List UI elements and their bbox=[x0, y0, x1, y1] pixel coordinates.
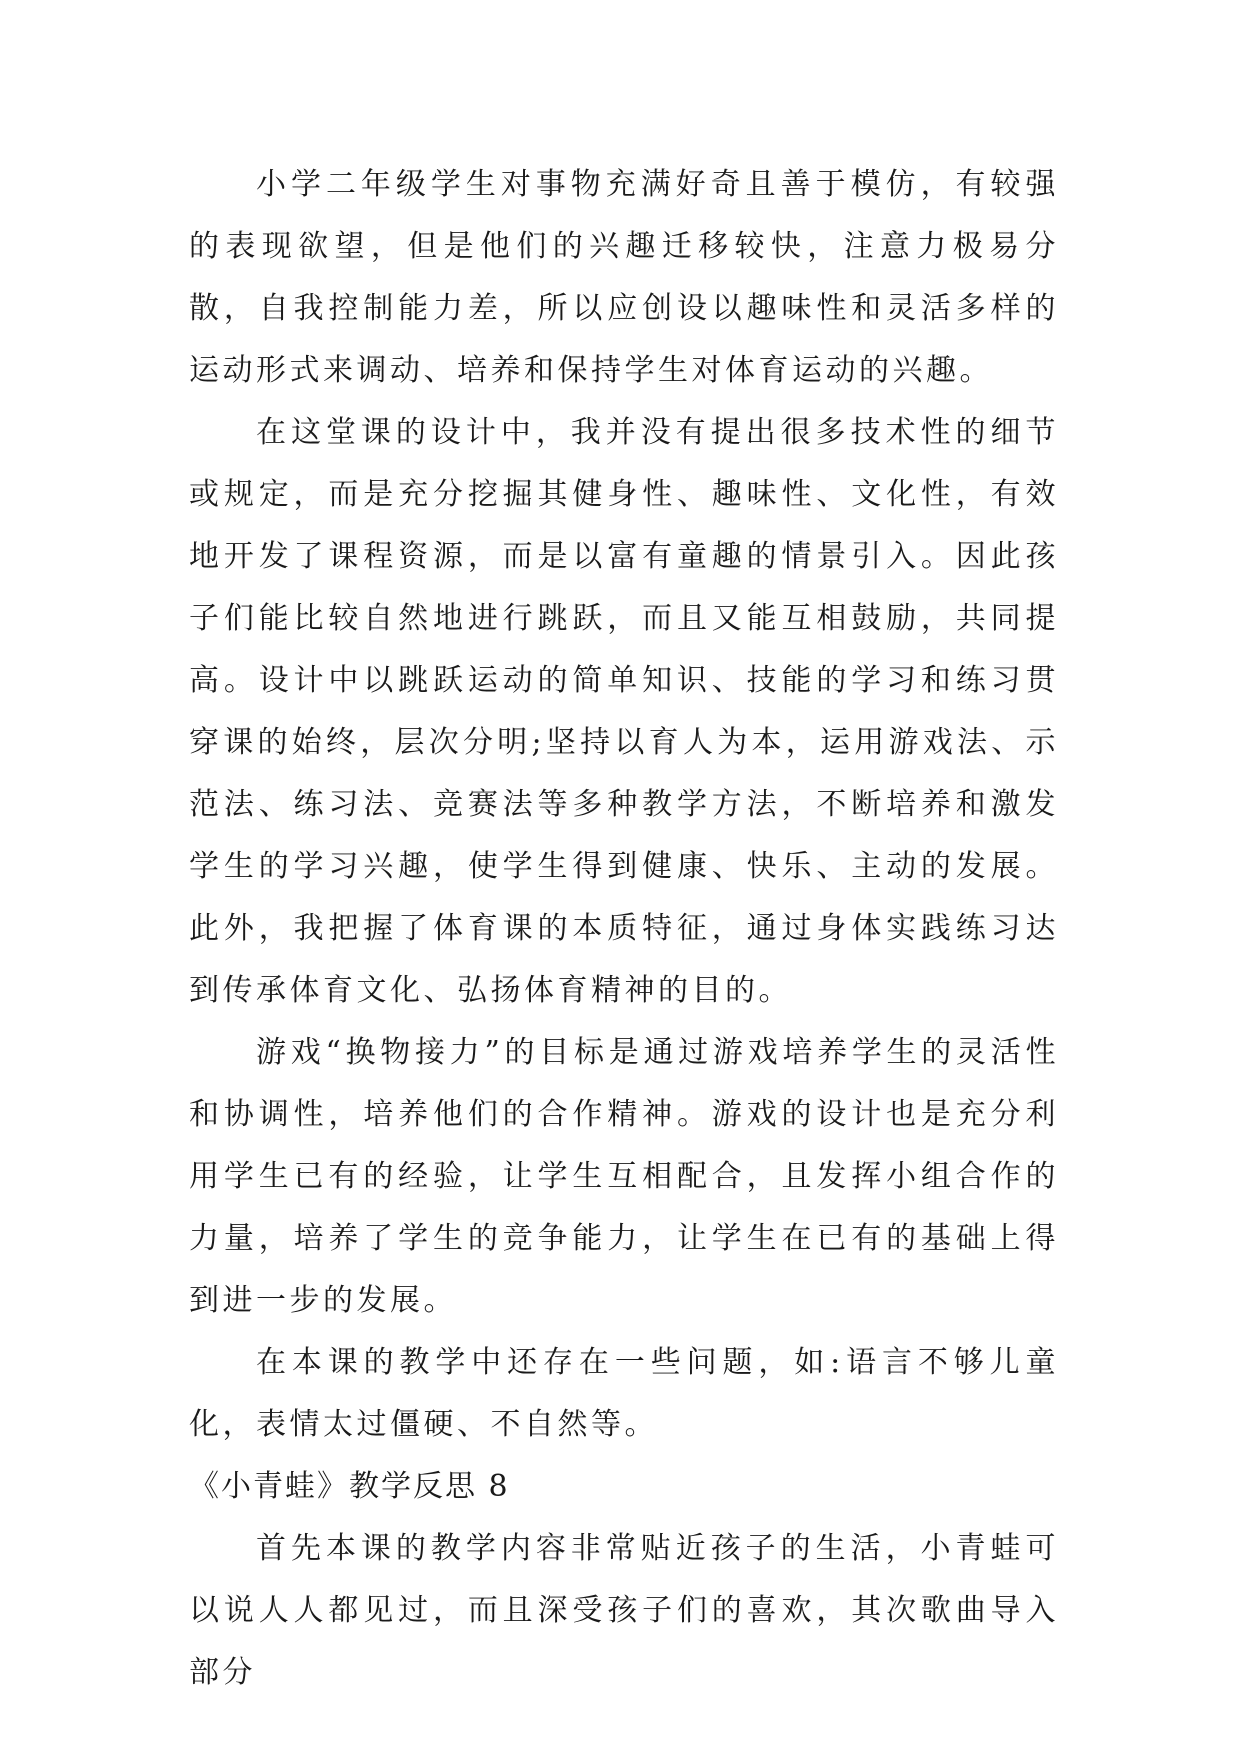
paragraph-1: 小学二年级学生对事物充满好奇且善于模仿，有较强的表现欲望，但是他们的兴趣迁移较快，注意力极易分散，自我控制能力差，所以应创设以趣味性和灵活多样的运动形式来调动、培养和保持学生对体育运动的兴趣。 bbox=[189, 167, 1059, 388]
section-paragraph-1: 首先本课的教学内容非常贴近孩子的生活，小青蛙可以说人人都见过，而且深受孩子们的喜欢，其次歌曲导入部分 bbox=[189, 1531, 1059, 1690]
paragraph-2: 在这堂课的设计中，我并没有提出很多技术性的细节或规定，而是充分挖掘其健身性、趣味性、文化性，有效地开发了课程资源，而是以富有童趣的情景引入。因此孩子们能比较自然地进行跳跃，而且又能互相鼓励，共同提高。设计中以跳跃运动的简单知识、技能的学习和练习贯穿课的始终，层次分明;坚持以育人为本，运用游戏法、示范法、练习法、竞赛法等多种教学方法，不断培养和激发学生的学习兴趣，使学生得到健康、快乐、主动的发展。此外，我把握了体育课的本质特征，通过身体实践练习达到传承体育文化、弘扬体育精神的目的。 bbox=[189, 415, 1059, 1008]
paragraph-3: 游戏“换物接力”的目标是通过游戏培养学生的灵活性和协调性，培养他们的合作精神。游戏的设计也是充分利用学生已有的经验，让学生互相配合，且发挥小组合作的力量，培养了学生的竞争能力，让学生在已有的基础上得到进一步的发展。 bbox=[189, 1035, 1059, 1318]
paragraph-4: 在本课的教学中还存在一些问题，如:语言不够儿童化，表情太过僵硬、不自然等。 bbox=[189, 1345, 1059, 1442]
section-heading: 《小青蛙》教学反思 8 bbox=[189, 1469, 510, 1504]
document-page bbox=[189, 154, 1059, 1704]
